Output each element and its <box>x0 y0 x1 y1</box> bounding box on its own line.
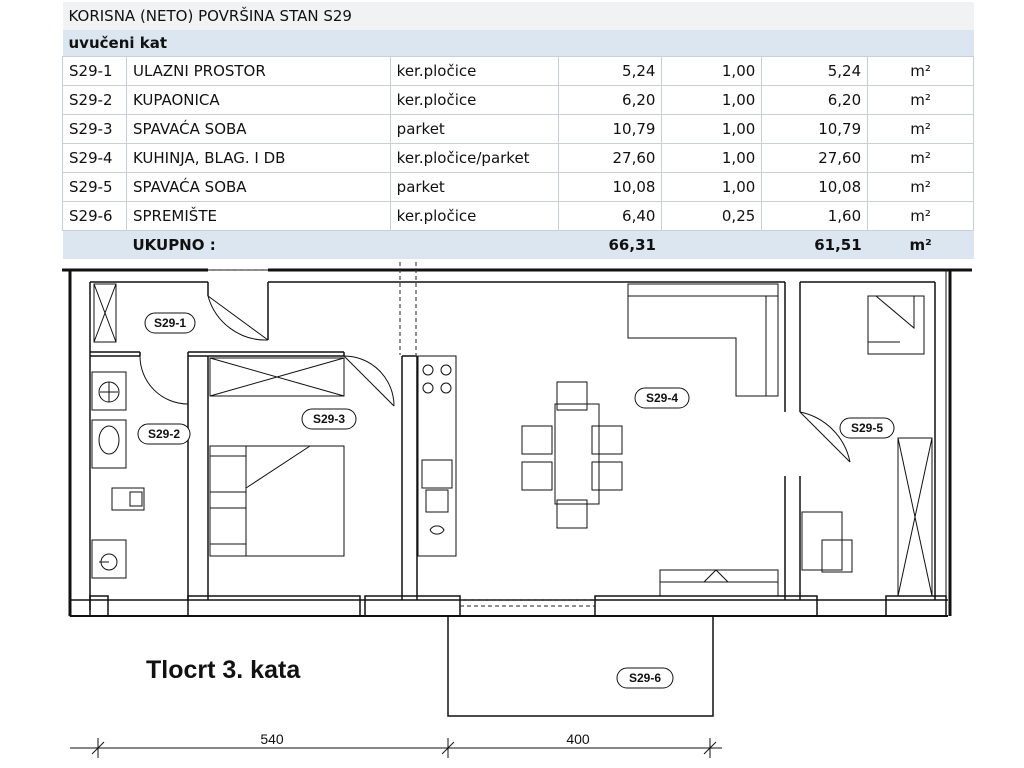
room-label-s29-4 <box>635 388 689 408</box>
cell-code: S29-4 <box>63 144 127 173</box>
total-net: 61,51 <box>762 231 868 260</box>
room-label-s29-2 <box>138 424 190 444</box>
cell-name: SPAVAĆA SOBA <box>126 173 390 202</box>
cell-floor: ker.pločice/parket <box>390 144 558 173</box>
table-total-row <box>63 231 974 260</box>
cell-coef: 0,25 <box>662 202 762 231</box>
cell-coef: 1,00 <box>662 144 762 173</box>
svg-text:S29-5: S29-5 <box>850 421 884 435</box>
svg-text:S29-2: S29-2 <box>147 427 181 441</box>
cell-code: S29-1 <box>63 57 127 86</box>
sofa <box>628 284 778 396</box>
svg-text:S29-6: S29-6 <box>628 671 662 685</box>
floor-plan <box>0 258 1024 768</box>
cell-code: S29-3 <box>63 115 127 144</box>
room-label-s29-3 <box>302 409 356 429</box>
cell-unit: m² <box>868 57 974 86</box>
cell-area: 10,08 <box>558 173 662 202</box>
cell-net: 5,24 <box>762 57 868 86</box>
cell-net: 10,79 <box>762 115 868 144</box>
area-table-container <box>62 2 974 259</box>
cell-floor: ker.pločice <box>390 202 558 231</box>
cell-net: 10,08 <box>762 173 868 202</box>
cell-coef: 1,00 <box>662 115 762 144</box>
table-title: KORISNA (NETO) POVRŠINA STAN S29 <box>63 2 974 30</box>
cell-name: SPREMIŠTE <box>126 202 390 231</box>
total-empty-cell <box>390 231 558 260</box>
wardrobes <box>94 284 932 596</box>
cell-name: KUHINJA, BLAG. I DB <box>126 144 390 173</box>
bathroom-fixtures <box>92 372 144 578</box>
table-row <box>63 173 974 202</box>
tv-unit <box>660 570 778 596</box>
dining-set <box>522 382 622 528</box>
cell-unit: m² <box>868 144 974 173</box>
cell-area: 6,40 <box>558 202 662 231</box>
table-row <box>63 86 974 115</box>
doors <box>140 296 850 462</box>
total-unit: m² <box>868 231 974 260</box>
cell-code: S29-2 <box>63 86 127 115</box>
room-label-s29-5 <box>840 418 894 438</box>
table-row <box>63 115 974 144</box>
total-area: 66,31 <box>558 231 662 260</box>
cell-coef: 1,00 <box>662 57 762 86</box>
cell-area: 5,24 <box>558 57 662 86</box>
cell-code: S29-6 <box>63 202 127 231</box>
cell-area: 10,79 <box>558 115 662 144</box>
cell-code: S29-5 <box>63 173 127 202</box>
cell-net: 6,20 <box>762 86 868 115</box>
cell-net: 27,60 <box>762 144 868 173</box>
floor-title: Tlocrt 3. kata <box>146 656 301 684</box>
total-empty-cell <box>662 231 762 260</box>
cell-name: KUPAONICA <box>126 86 390 115</box>
svg-text:S29-1: S29-1 <box>153 316 187 330</box>
cell-unit: m² <box>868 202 974 231</box>
cell-unit: m² <box>868 173 974 202</box>
table-title-row <box>63 2 974 30</box>
cell-name: ULAZNI PROSTOR <box>126 57 390 86</box>
svg-text:S29-3: S29-3 <box>312 412 346 426</box>
walls <box>62 270 972 716</box>
dimension-line <box>70 738 722 758</box>
cell-floor: parket <box>390 115 558 144</box>
cell-name: SPAVAĆA SOBA <box>126 115 390 144</box>
double-bed <box>210 446 344 556</box>
total-label: UKUPNO : <box>126 231 390 260</box>
cell-area: 27,60 <box>558 144 662 173</box>
cell-coef: 1,00 <box>662 173 762 202</box>
area-table <box>62 2 974 259</box>
total-empty-cell <box>63 231 127 260</box>
kitchen-counter <box>418 356 456 556</box>
dimension-right: 400 <box>566 731 590 747</box>
room-label-s29-1 <box>145 313 195 333</box>
cell-floor: ker.pločice <box>390 86 558 115</box>
cell-area: 6,20 <box>558 86 662 115</box>
room-label-s29-6 <box>617 668 673 688</box>
cell-floor: ker.pločice <box>390 57 558 86</box>
table-subtitle-row <box>63 30 974 57</box>
cell-unit: m² <box>868 86 974 115</box>
cell-net: 1,60 <box>762 202 868 231</box>
cell-coef: 1,00 <box>662 86 762 115</box>
table-row <box>63 144 974 173</box>
svg-text:S29-4: S29-4 <box>645 391 679 405</box>
cell-unit: m² <box>868 115 974 144</box>
dimension-left: 540 <box>260 731 284 747</box>
table-row <box>63 57 974 86</box>
table-subtitle: uvučeni kat <box>63 30 974 57</box>
table-row <box>63 202 974 231</box>
cell-floor: parket <box>390 173 558 202</box>
